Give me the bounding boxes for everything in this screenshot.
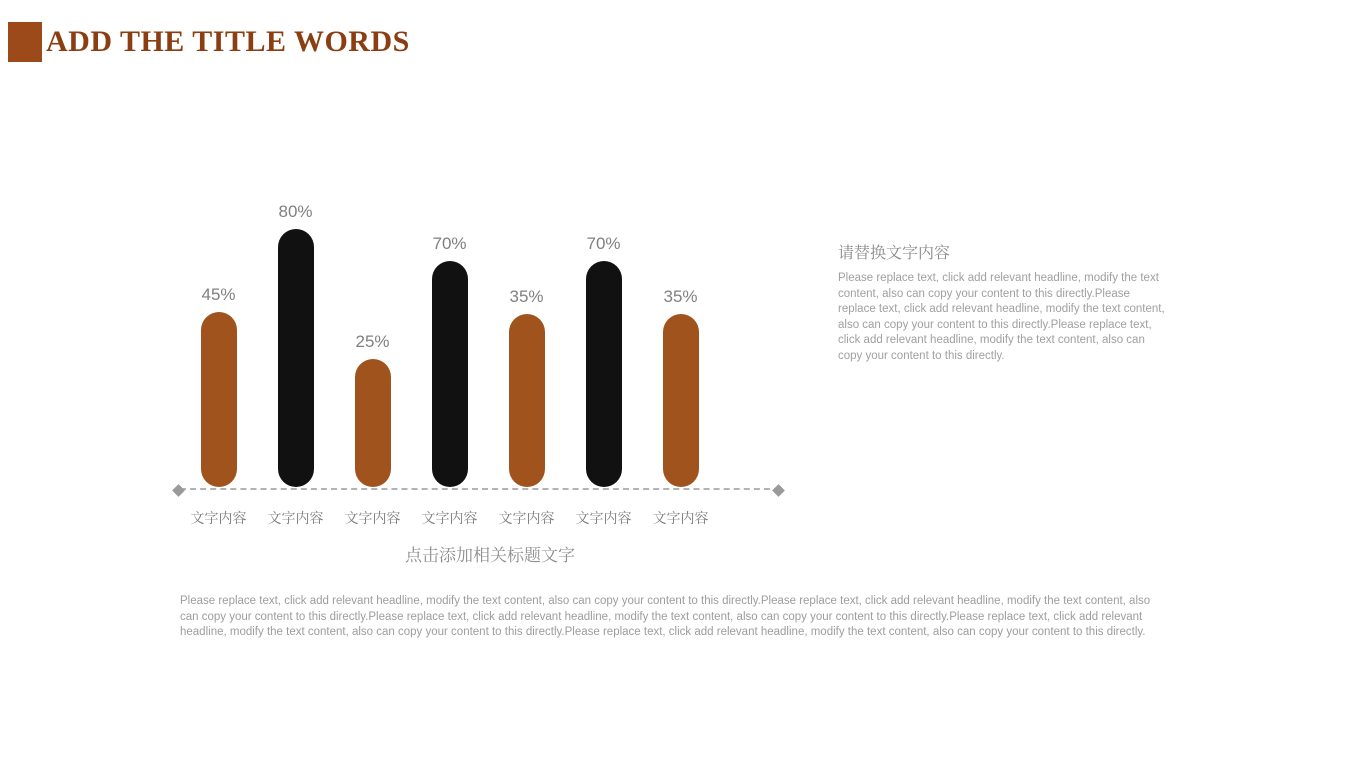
category-label: 文字内容 (190, 510, 247, 526)
bar-shape[interactable] (663, 314, 699, 487)
bar-item[interactable] (334, 197, 411, 487)
side-panel-title: 请替换文字内容 (838, 245, 951, 262)
side-panel-body: Please replace text, click add relevant headline, modify the text content, also can copy your content to this directly.Please replace text, click add relevant headline, modify the text content, also can copy your content to this directly.Please replace text, click add relevant headline, modify the text content, also can copy your content to this directly. (838, 272, 1165, 362)
bar-item[interactable] (411, 197, 488, 487)
category-labels (180, 508, 800, 528)
bar-value-label: 25% (355, 332, 390, 351)
bar-shape[interactable] (278, 229, 314, 487)
bar-shape[interactable] (586, 261, 622, 487)
page-header (8, 22, 410, 62)
bar-value-label: 35% (509, 287, 544, 306)
category-label: 文字内容 (652, 510, 709, 526)
bar-value-label: 45% (201, 285, 236, 304)
category-label: 文字内容 (344, 510, 401, 526)
bar-series (180, 197, 800, 487)
category-label: 文字内容 (421, 510, 478, 526)
bar-item[interactable] (488, 197, 565, 487)
bottom-description-text: Please replace text, click add relevant headline, modify the text content, also can copy your content to this directly.Please replace text, click add relevant headline, modify the text content, also can copy your content to this directly.Please replace text, click add relevant headline, modify the text content, also can copy your content to this directly.Please replace text, click add relevant headline, modify the text content, also can copy your content to this directly.Please replace text, click add relevant headline, modify the text content, also can copy your content to this directly. (180, 595, 1151, 638)
bar-shape[interactable] (201, 312, 237, 487)
category-label: 文字内容 (267, 510, 324, 526)
chart-axis-line (180, 488, 780, 490)
page-title: ADD THE TITLE WORDS (46, 25, 410, 58)
bar-shape[interactable] (355, 359, 391, 487)
title-accent-square (8, 22, 42, 62)
bar-value-label: 80% (278, 202, 313, 221)
bar-item[interactable] (642, 197, 719, 487)
bar-item[interactable] (257, 197, 334, 487)
bar-item[interactable] (180, 197, 257, 487)
category-label: 文字内容 (575, 510, 632, 526)
bar-value-label: 70% (586, 234, 621, 253)
bar-shape[interactable] (432, 261, 468, 487)
bar-item[interactable] (565, 197, 642, 487)
bar-value-label: 70% (432, 234, 467, 253)
bar-chart (180, 180, 800, 580)
side-description-panel (838, 240, 1170, 364)
bar-shape[interactable] (509, 314, 545, 487)
category-label: 文字内容 (498, 510, 555, 526)
bar-value-label: 35% (663, 287, 698, 306)
chart-x-axis-caption: 点击添加相关标题文字 (405, 546, 575, 565)
